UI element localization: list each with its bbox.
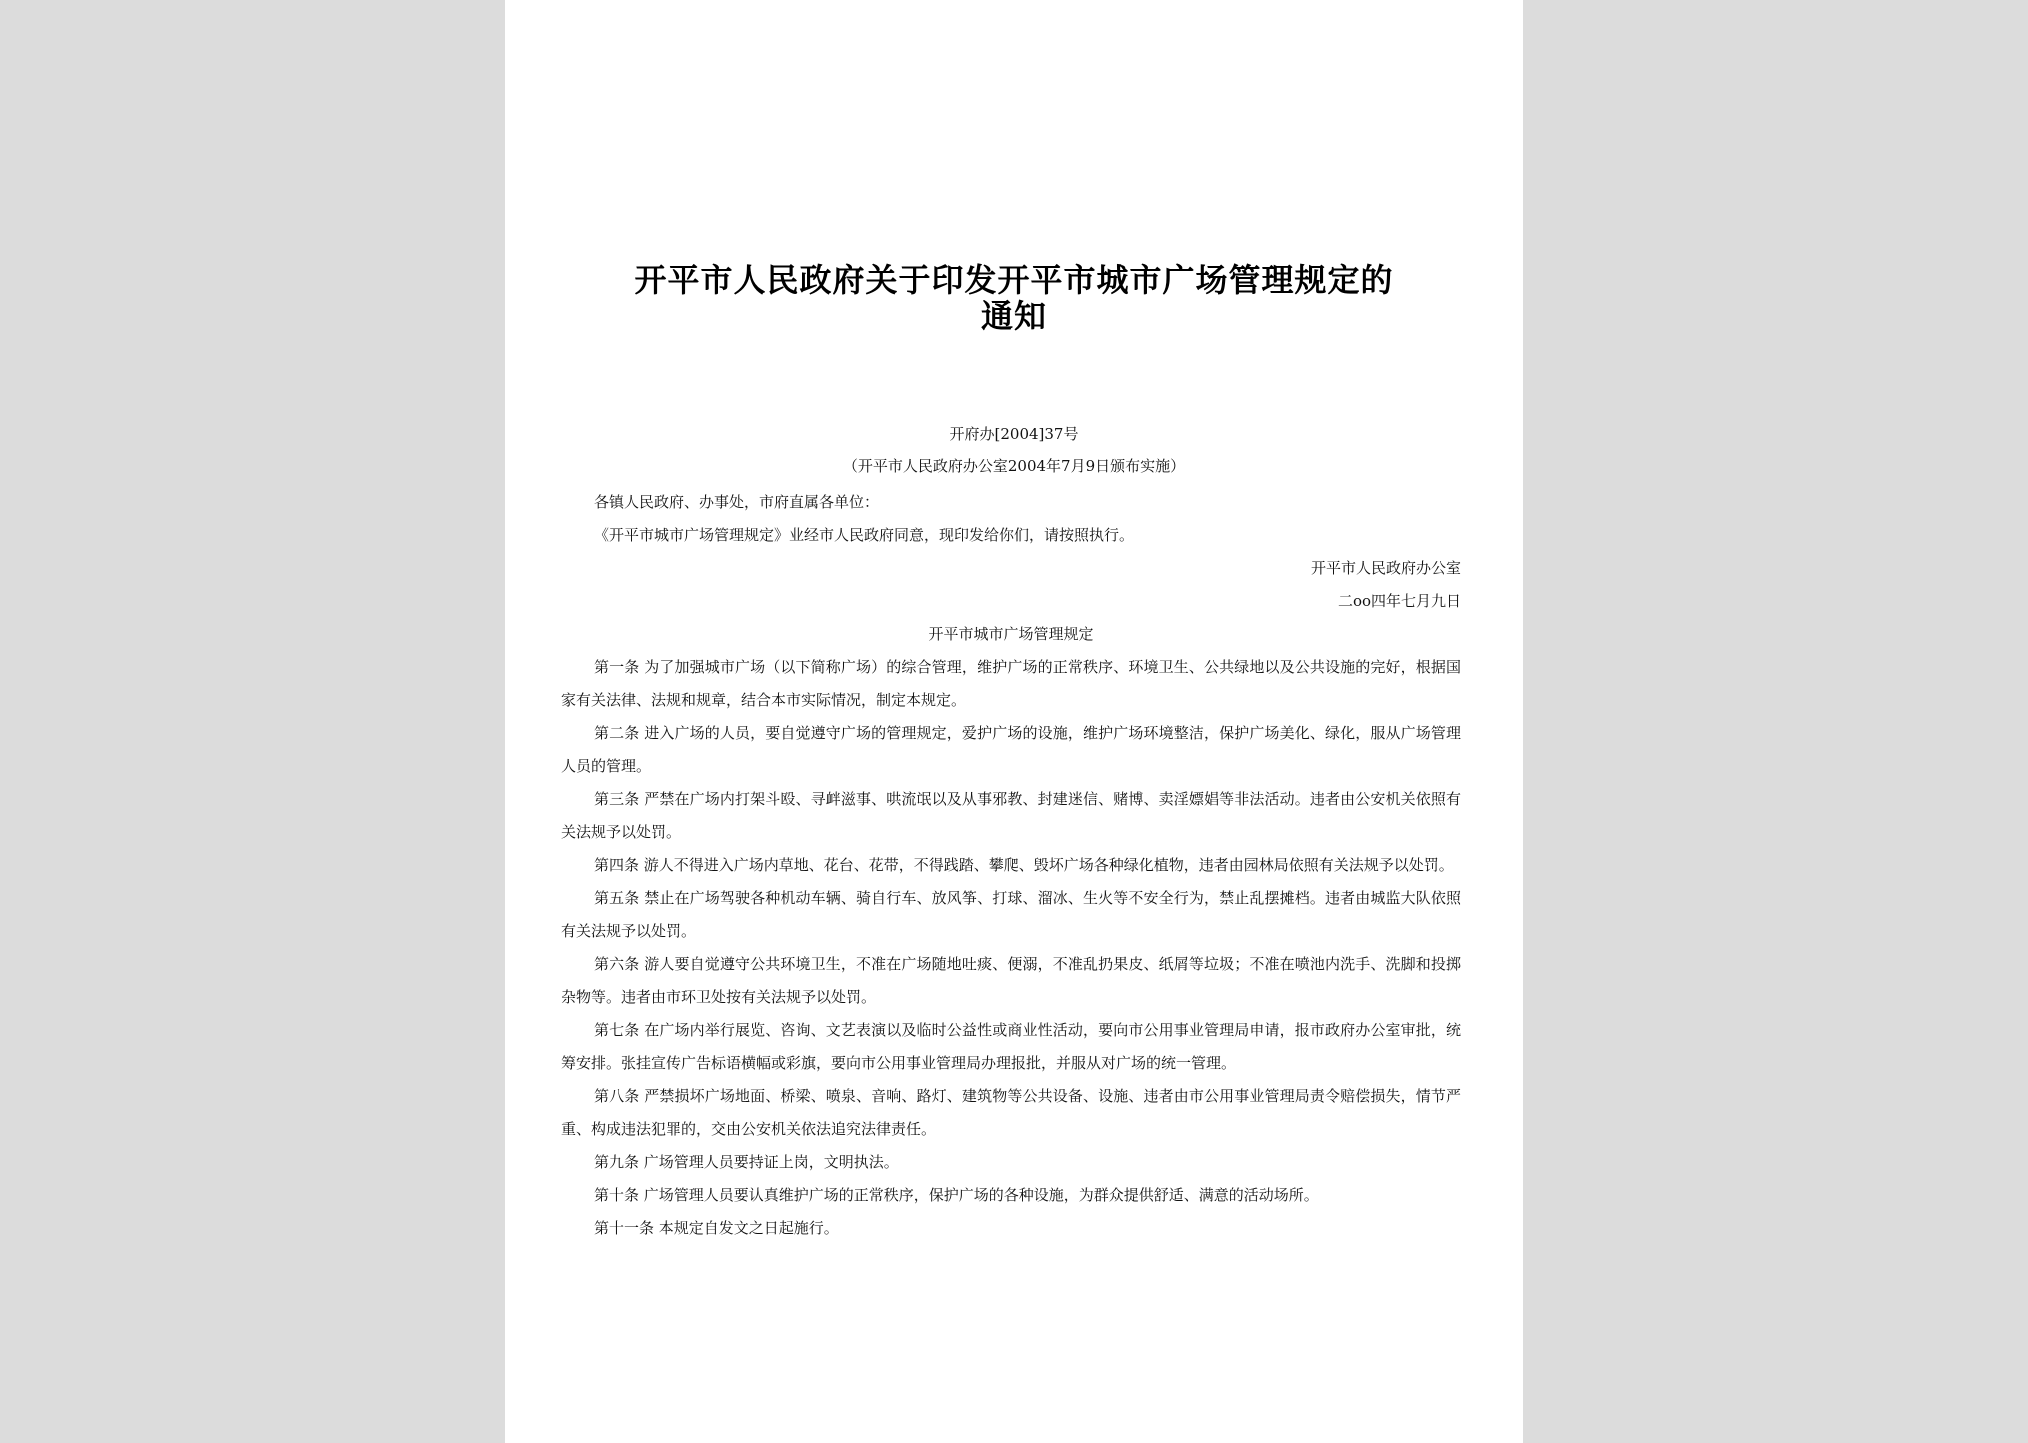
title-line-1: 开平市人民政府关于印发开平市城市广场管理规定的: [634, 261, 1394, 299]
article-4: 第四条 游人不得进入广场内草地、花台、花带，不得践踏、攀爬、毁坏广场各种绿化植物，违者由园林局依照有关法规予以处罚。: [594, 856, 1454, 874]
article-8: 第八条 严禁损坏广场地面、桥梁、喷泉、音响、路灯、建筑物等公共设备、设施、违者由市公用事业管理局责令赔偿损失，情节严重、构成违法犯罪的，交由公安机关依法追究法律责任。: [561, 1087, 1461, 1138]
article-3: 第三条 严禁在广场内打架斗殴、寻衅滋事、哄流氓以及从事邪教、封建迷信、赌博、卖淫嫖娼等非法活动。违者由公安机关依照有关法规予以处罚。: [561, 790, 1461, 841]
title-line-2: 通知: [980, 297, 1047, 335]
intro-paragraph: 《开平市城市广场管理规定》业经市人民政府同意，现印发给你们，请按照执行。: [594, 526, 1135, 544]
issued-note: （开平市人民政府办公室2004年7月9日颁布实施）: [842, 457, 1186, 475]
article-2: 第二条 进入广场的人员，要自觉遵守广场的管理规定，爱护广场的设施，维护广场环境整洁，保护广场美化、绿化，服从广场管理人员的管理。: [561, 724, 1461, 775]
article-9: 第九条 广场管理人员要持证上岗，文明执法。: [594, 1153, 899, 1171]
signature-date: 二oo四年七月九日: [1337, 592, 1461, 610]
document-page: [505, 0, 1523, 1443]
document-title: [565, 262, 1463, 334]
document-body: [561, 486, 1461, 1245]
salutation: 各镇人民政府、办事处，市府直属各单位：: [594, 493, 880, 511]
article-5: 第五条 禁止在广场驾驶各种机动车辆、骑自行车、放风筝、打球、溜冰、生火等不安全行为，禁止乱摆摊档。违者由城监大队依照有关法规予以处罚。: [561, 889, 1461, 940]
regulation-subtitle: 开平市城市广场管理规定: [928, 625, 1094, 643]
document-number: 开府办[2004]37号: [949, 425, 1079, 443]
article-6: 第六条 游人要自觉遵守公共环境卫生，不准在广场随地吐痰、便溺，不准乱扔果皮、纸屑等垃圾；不准在喷池内洗手、洗脚和投掷杂物等。违者由市环卫处按有关法规予以处罚。: [561, 955, 1461, 1006]
article-1: 第一条 为了加强城市广场（以下简称广场）的综合管理，维护广场的正常秩序、环境卫生、公共绿地以及公共设施的完好，根据国家有关法律、法规和规章，结合本市实际情况，制定本规定。: [561, 658, 1461, 709]
article-11: 第十一条 本规定自发文之日起施行。: [594, 1219, 839, 1237]
article-10: 第十条 广场管理人员要认真维护广场的正常秩序，保护广场的各种设施，为群众提供舒适、满意的活动场所。: [594, 1186, 1319, 1204]
article-7: 第七条 在广场内举行展览、咨询、文艺表演以及临时公益性或商业性活动，要向市公用事业管理局申请，报市政府办公室审批，统筹安排。张挂宣传广告标语横幅或彩旗，要向市公用事业管理局办理报批，并服从对广场的统一管理。: [561, 1021, 1461, 1072]
signature-office: 开平市人民政府办公室: [1310, 559, 1461, 577]
